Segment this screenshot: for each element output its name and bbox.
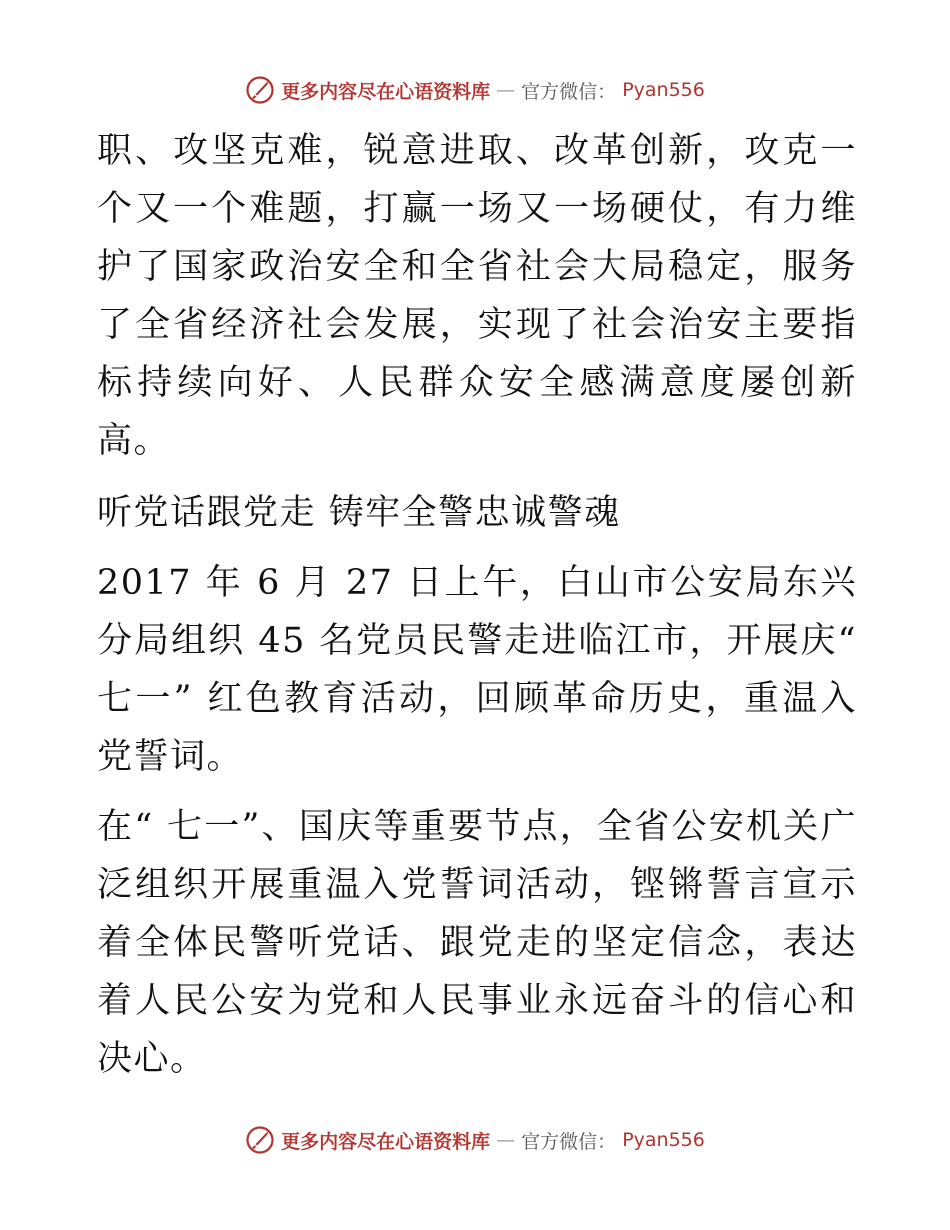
wechat-label: 官方微信： — [521, 80, 617, 103]
header-watermark — [0, 70, 950, 110]
paragraph-3: 在“ 七一”、国庆等重要节点，全省公安机关广泛组织开展重温入党誓词活动，铿锵誓言宣示着全体民警听党话、跟党走的坚定信念，表达着人民公安为党和人民事业永远奋斗的信心和决心。 — [97, 807, 857, 1079]
paragraph-1: 职、攻坚克难，锐意进取、改革创新，攻克一个又一个难题，打赢一场又一场硬仗，有力维护了国家政治安全和全省社会大局稳定，服务了全省经济社会发展，实现了社会治安主要指标持续向好、人民群众安全感满意度屡创新高。 — [97, 131, 857, 461]
paragraph-2: 2017 年 6 月 27 日上午，白山市公安局东兴分局组织 45 名党员民警走进临江市，开展庆“ 七一” 红色教育活动，回顾革命历史，重温入党誓词。 — [97, 563, 857, 777]
wechat-label: 官方微信： — [521, 1130, 617, 1153]
brand-separator: — — [496, 79, 516, 101]
section-heading: 听党话跟党走 铸牢全警忠诚警魂 — [97, 493, 621, 533]
quill-pen-icon — [245, 1125, 275, 1155]
document-body — [97, 122, 857, 1088]
footer-watermark — [0, 1120, 950, 1160]
quill-pen-icon — [245, 75, 275, 105]
brand-tagline: 更多内容尽在心语资料库 — [281, 1130, 491, 1153]
brand-tagline: 更多内容尽在心语资料库 — [281, 80, 491, 103]
brand-separator: — — [496, 1129, 516, 1151]
wechat-id: Pyan556 — [622, 79, 705, 101]
wechat-id: Pyan556 — [622, 1129, 705, 1151]
